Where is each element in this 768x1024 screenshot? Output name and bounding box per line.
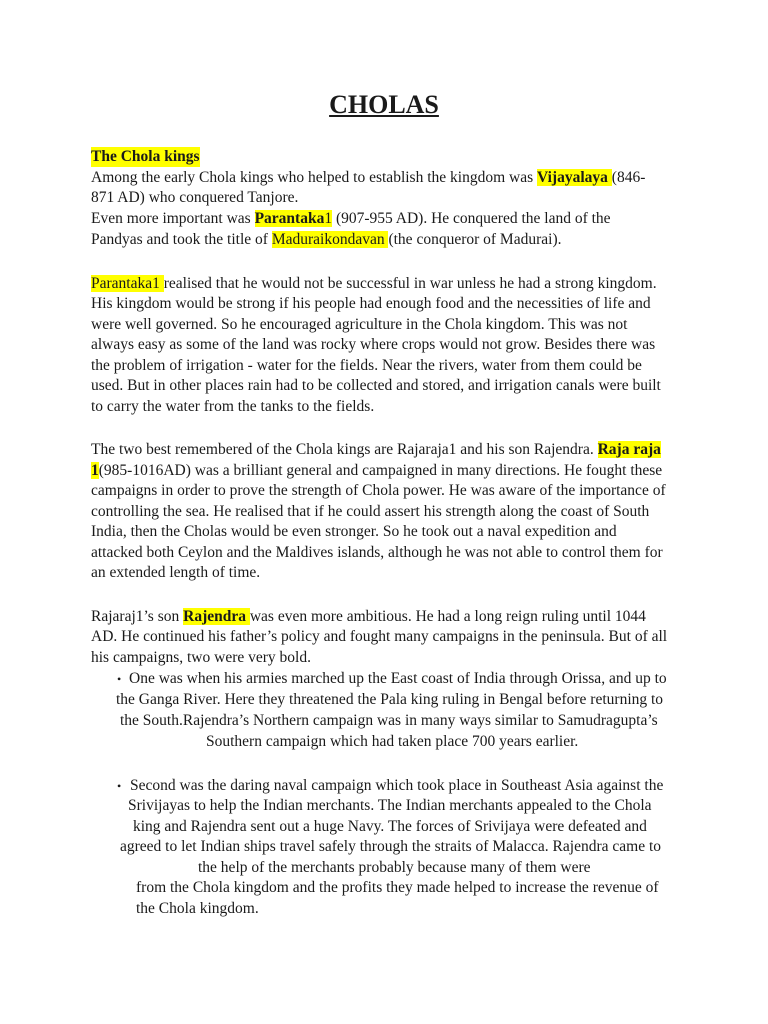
text-run: Pandyas and took the title of: [91, 231, 272, 248]
page-title: CHOLAS: [329, 90, 439, 119]
bullet-2-line-5: the help of the merchants probably because many of them were: [198, 859, 591, 876]
paragraph-1-line-2: 871 AD) who conquered Tanjore.: [91, 189, 299, 206]
text-run: (985-1016AD) was a brilliant general and campaigned in many directions. He fought these: [98, 462, 663, 479]
text-run: (846-: [611, 169, 646, 186]
paragraph-4-line-3: his campaigns, two were very bold.: [91, 649, 311, 666]
paragraph-3-line-5: India, then the Cholas would be even stronger. So he took out a naval expedition and: [91, 523, 617, 540]
bullet-2-line-6: from the Chola kingdom and the profits they made helped to increase the revenue of: [136, 879, 659, 896]
bullet-1-line-1: One was when his armies marched up the East coast of India through Orissa, and up to: [129, 670, 667, 687]
highlight-maduraikondavan: Maduraikondavan: [271, 231, 389, 248]
bullet-marker: •: [117, 672, 122, 686]
paragraph-2-line-1: [91, 274, 657, 294]
bullet-1-line-4: Southern campaign which had taken place 700 years earlier.: [206, 733, 579, 750]
text-run: (the conqueror of Madurai).: [388, 231, 562, 248]
paragraph-3-line-1: [91, 440, 661, 460]
paragraph-2-line-3: were well governed. So he encouraged agriculture in the Chola kingdom. This was not: [91, 316, 628, 333]
highlight-vijayalaya: Vijayalaya: [537, 169, 612, 186]
highlight-parantaka1: Parantaka1: [91, 275, 164, 292]
section-heading: The Chola kings: [91, 148, 200, 165]
bullet-1-line-2: the Ganga River. Here they threatened the Pala king ruling in Bengal before returning to: [116, 691, 664, 708]
highlight-rajendra: Rajendra: [183, 608, 250, 625]
text-run: Among the early Chola kings who helped to establish the kingdom was: [91, 169, 537, 186]
paragraph-2-line-4: always easy as some of the land was rocky where crops would not grow. Besides there was: [91, 336, 656, 353]
paragraph-1-line-3: [91, 209, 611, 229]
text-run: was even more ambitious. He had a long reign ruling until 1044: [249, 608, 646, 625]
bullet-2-line-1: Second was the daring naval campaign which took place in Southeast Asia against the: [130, 777, 664, 794]
paragraph-1-line-1: [91, 168, 645, 188]
highlight-parantaka: Parantaka: [254, 210, 325, 227]
paragraph-3-line-6: attacked both Ceylon and the Maldives islands, although he was not able to control them for: [91, 544, 663, 561]
paragraph-2-line-6: used. But in other places rain had to be collected and stored, and irrigation canals were built: [91, 377, 661, 394]
paragraph-3-line-3: campaigns in order to prove the strength of Chola power. He was aware of the importance of: [91, 482, 666, 499]
text-run: The two best remembered of the Chola kings are Rajaraja1 and his son Rajendra.: [91, 441, 598, 458]
paragraph-1-line-4: [91, 230, 561, 250]
paragraph-2-line-2: His kingdom would be strong if his people had enough food and the necessities of life and: [91, 295, 651, 312]
paragraph-2-line-7: to carry the water from the tanks to the fields.: [91, 398, 375, 415]
bullet-2-line-7: the Chola kingdom.: [136, 900, 259, 917]
paragraph-3-line-4: controlling the sea. He realised that if he could assert his strength along the coast of South: [91, 503, 650, 520]
paragraph-3-line-2: [91, 461, 662, 481]
bullet-2-line-2: Srivijayas to help the Indian merchants. The Indian merchants appealed to the Chola: [128, 797, 652, 814]
text-run: (907-955 AD). He conquered the land of the: [332, 210, 611, 227]
paragraph-4-line-1: [91, 607, 646, 627]
highlight-raja-raja: Raja raja: [597, 441, 661, 458]
paragraph-4-line-2: AD. He continued his father’s policy and fought many campaigns in the peninsula. But of all: [91, 628, 668, 645]
bullet-2-line-4: agreed to let Indian ships travel safely through the straits of Malacca. Rajendra came to: [120, 838, 662, 855]
highlight-parantaka-number: 1: [324, 210, 333, 227]
highlight-raja-raja-number: 1: [91, 462, 99, 479]
paragraph-3-line-7: an extended length of time.: [91, 564, 261, 581]
bullet-1-line-3: the South.Rajendra’s Northern campaign was in many ways similar to Samudragupta’s: [120, 712, 658, 729]
text-run: Even more important was: [91, 210, 255, 227]
paragraph-2-line-5: the problem of irrigation - water for the fields. Near the rivers, water from them could be: [91, 357, 642, 374]
text-run: realised that he would not be successful in war unless he had a strong kingdom.: [163, 275, 657, 292]
text-run: Rajaraj1’s son: [91, 608, 184, 625]
bullet-2-line-3: king and Rajendra sent out a huge Navy. The forces of Srivijaya were defeated and: [133, 818, 647, 835]
bullet-marker: •: [117, 779, 122, 793]
